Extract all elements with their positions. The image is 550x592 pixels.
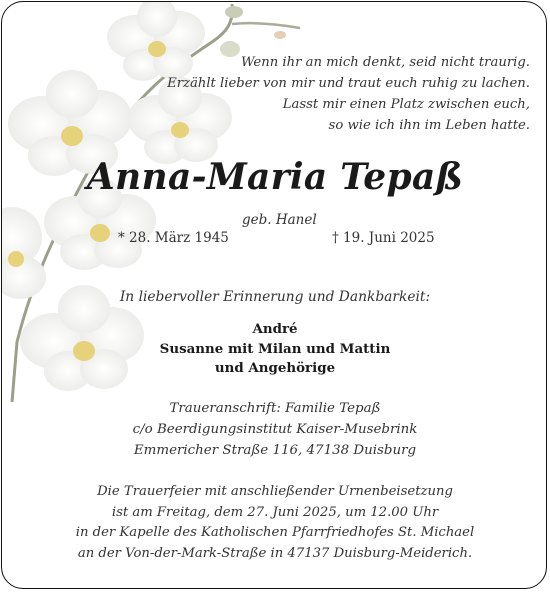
family-line: und Angehörige [214, 360, 336, 376]
ceremony-line: an der Von-der-Mark-Straße in 47137 Duisburg-Meiderich. [77, 545, 473, 561]
mourning-address [2, 398, 547, 461]
ceremony-line: Die Trauerfeier mit anschließender Urnenbeisetzung [97, 484, 453, 499]
ceremony-line: ist am Freitag, dem 27. Juni 2025, um 12.00 Uhr [111, 504, 439, 520]
ceremony-info [2, 482, 547, 564]
poem-line: Wenn ihr an mich denkt, seid nicht traurig. [240, 55, 530, 70]
deceased-name: Anna-Maria Tepaß [86, 156, 464, 198]
family-line: André [252, 321, 298, 337]
poem-line: Lasst mir einen Platz zwischen euch, [282, 97, 530, 112]
obituary-card [1, 1, 547, 589]
family-names [2, 320, 547, 379]
poem-verse [167, 52, 530, 136]
address-line: Emmericher Straße 116, 47138 Duisburg [133, 443, 417, 458]
birth-name: geb. Hanel [242, 212, 317, 228]
memory-line: In liebervoller Erinnerung und Dankbarkeit: [119, 289, 431, 305]
family-line: Susanne mit Milan und Mattin [159, 340, 391, 357]
ceremony-line: in der Kapelle des Katholischen Pfarrfriedhofes St. Michael [75, 525, 475, 540]
poem-line: Erzählt lieber von mir und traut euch ruhig zu lachen. [167, 76, 530, 91]
address-line: Traueranschrift: Familie Tepaß [169, 401, 381, 416]
birth-date: * 28. März 1945 [118, 230, 229, 246]
address-line: c/o Beerdigungsinstitut Kaiser-Musebrink [132, 422, 418, 437]
poem-line: so wie ich ihn im Leben hatte. [328, 118, 530, 133]
death-date: † 19. Juni 2025 [332, 230, 435, 246]
